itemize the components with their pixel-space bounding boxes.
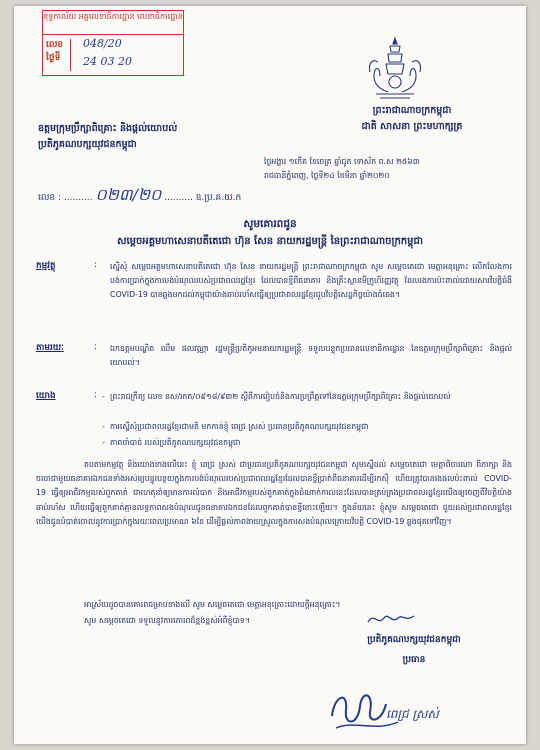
received-stamp	[42, 10, 184, 76]
stamp-no-value: 048/20	[83, 37, 122, 50]
salutation-title: សូមគោរពជូន	[243, 218, 297, 230]
royal-emblem-icon	[366, 36, 424, 100]
letter-page	[14, 6, 526, 744]
body-paragraph-3: សូម សម្តេចតេជោ ទទួលនូវការគោរពដ៏ខ្ពង់ខ្ពស់អំពីខ្ញុំបាទ។	[84, 616, 250, 625]
reference-number-line: លេខ : .......... ០២៣/២០ .......... ឧ.ប្រ.គ.យ.ក	[38, 185, 242, 204]
nation-motto: ជាតិ សាសនា ព្រះមហាក្សត្រ	[361, 121, 463, 132]
delegation-name: ប្រតិភូគណបក្សយុវជនកម្ពុជា	[38, 139, 137, 150]
via-label: តាមរយៈ	[36, 343, 64, 353]
via-colon: :	[94, 342, 97, 352]
subject-text: ស្នើសុំ សម្តេចអគ្គមហាសេនាបតីតេជោ ហ៊ុន សែន នាយករដ្ឋមន្ត្រី ព្រះរាជាណាចក្រកម្ពុជា សូម សម្តេចតេជោ មេត្តាអនុគ្រោះ លើកលែងការបង់ការប្រាក់ក្នុងការបង់បំណុលរបស់ប្រជាពលរដ្ឋខ្មែរ ដែលបានខ្ចីពីធនាគារ និងគ្រឹះស្ថានមីក្រូហិរញ្ញវត្ថុ ដែលរងការប៉ះពាល់ដោយសារវិបត្តិជំងឺ COVID-19 បានឆ្លងមកដល់កម្ពុជាយ៉ាងឆាប់រហ័សធ្វើឲ្យប្រជាពលរដ្ឋខ្មែរជួបវិបត្តិសេដ្ឋកិច្ចយ៉ាងធំធេង។	[110, 262, 512, 299]
stamp-no-label: លេខ	[46, 40, 64, 50]
kingdom-title: ព្រះរាជាណាចក្រកម្ពុជា	[372, 105, 452, 116]
initials-scribble-icon	[366, 610, 416, 628]
signatory-name: ពេជ្រ ស្រស់	[386, 707, 439, 721]
signature-title: ប្រធាន	[402, 655, 426, 665]
reference-label: លេខ :	[38, 193, 62, 203]
reference-colon: :	[94, 390, 97, 400]
signature-organization: ប្រតិភូគណបក្សយុវជនកម្ពុជា	[367, 635, 461, 645]
subject-colon: :	[94, 260, 97, 270]
subject-label: កម្មវត្ថុ	[36, 261, 56, 271]
reference-item: - ការស្នើសុំប្រជាពលរដ្ឋខ្មែរជាមតិ មកកាន់ខ្ញុំ ពេជ្រ ស្រស់ ប្រធានប្រតិភូគណបក្សយុវជនកម្ពុជា	[110, 420, 512, 434]
body-paragraph-2: អាស្រ័យដូចបានគោរពជម្រាបខាងលើ សូម សម្តេចតេជោ មេត្តាអនុគ្រោះដោយក្តីអនុគ្រោះ។	[84, 600, 341, 609]
reference-section-label: យោង	[36, 391, 56, 401]
lunar-date: ថ្ងៃអង្គារ ១កើត ខែចេត្រ ឆ្នាំជូត ទោស័ក ព.ស ២៥៦៣	[264, 157, 420, 166]
via-text: ឯកឧត្តមបណ្ឌិត ឈឹម ផលវណ្ណា រដ្ឋមន្ត្រីប្រតិភូអមនាយករដ្ឋមន្ត្រី ទទួលបន្ទុកប្រធានលេខាធិការដ្ឋាន នៃឧត្តមក្រុមប្រឹក្សាពិគ្រោះ និងផ្តល់យោបល់។	[110, 344, 512, 367]
body-paragraph-1: តបតាមកម្មវត្ថុ និងយោងខាងលើនេះ ខ្ញុំ ពេជ្រ ស្រស់ ជាប្រធានប្រតិភូគណបក្សយុវជនកម្ពុជា សូមស្នើដល់ សម្តេចតេជោ មេត្តាពិចារណា ពិភាក្សា និងចរចាជាមួយធនាគារឯកជនទាំងអស់ឲ្យបន្ធូរបន្ថយក្នុងការបង់បំណុលរបស់ប្រជាពលរដ្ឋខ្មែរដែលបានខ្ចីប្រាក់ពីធនាគារដើម្បីរកស៊ី ហើយត្រូវបានរងផលប៉ះពាល់ COVID-19 ធ្វើឲ្យអាជីវកម្មរបស់ពួកគាត់ ជាហេតុនាំឲ្យមានការលំបាក និងអាជីវកម្មរបស់ពួកគាត់ក្នុងដំណាក់កាលនេះដែលបានគ្រប់គ្រងប្រជាពលរដ្ឋខ្មែរយើងឲ្យចេញពីវិបត្តិយ៉ាងឆាប់រហ័ស ហើយធ្វើឲ្យពួកគាត់គ្មានលទ្ធភាពសងបំណុលជូនធនាគារឯកជនដែលពួកគាត់បានខ្ចីនោះឡើយ។ ក្នុងន័យនេះ ខ្ញុំសូម សម្តេចតេជោ ជួយដល់ប្រជាពលរដ្ឋខ្មែរយើងជូនបំបាត់ចោលនូវការប្រាក់ក្នុងរយៈពេលប្រមាណ ៦ខែ ដើម្បីផ្តល់ភាពងាយស្រួលក្នុងការសងបំណុលក្រោយវិបត្តិ COVID-19 ឆ្លងផុតទៅវិញ។	[36, 460, 512, 526]
stamp-office: ខុទ្ទកាល័យ អគ្គលេខាធិការដ្ឋាន លេខាធិការដ្ឋាន	[43, 11, 183, 35]
stamp-date-label: ថ្ងៃទី	[46, 53, 61, 63]
reference-item: - ព្រះរាជក្រឹត្យ លេខ នស/រកត/០៩១៨/៩៣២ ស្តីពីការរៀបចំនិងការប្រព្រឹត្តទៅនៃឧត្តមក្រុមប្រឹក្សាពិគ្រោះ និងផ្តល់យោបល់	[110, 390, 512, 404]
addressee-title: សម្តេចអគ្គមហាសេនាបតីតេជោ ហ៊ុន សែន នាយករដ្ឋមន្ត្រី នៃព្រះរាជាណាចក្រកម្ពុជា	[116, 236, 424, 247]
solar-date: រាជធានីភ្នំពេញ, ថ្ងៃទី២៤ ខែមីនា ឆ្នាំ២០២០	[264, 171, 390, 180]
reference-suffix: ឧ.ប្រ.គ.យ.ក	[195, 193, 242, 203]
reference-item: - ភាពចាំបាច់ របស់ប្រតិភូគណបក្សយុវជនកម្ពុជា	[110, 436, 512, 450]
reference-number: ០២៣/២០	[95, 185, 162, 204]
stamp-labels	[46, 39, 71, 71]
stamp-date-value: 24 03 20	[83, 55, 132, 68]
council-name: ឧត្តមក្រុមប្រឹក្សាពិគ្រោះ និងផ្តល់យោបល់	[38, 123, 178, 134]
